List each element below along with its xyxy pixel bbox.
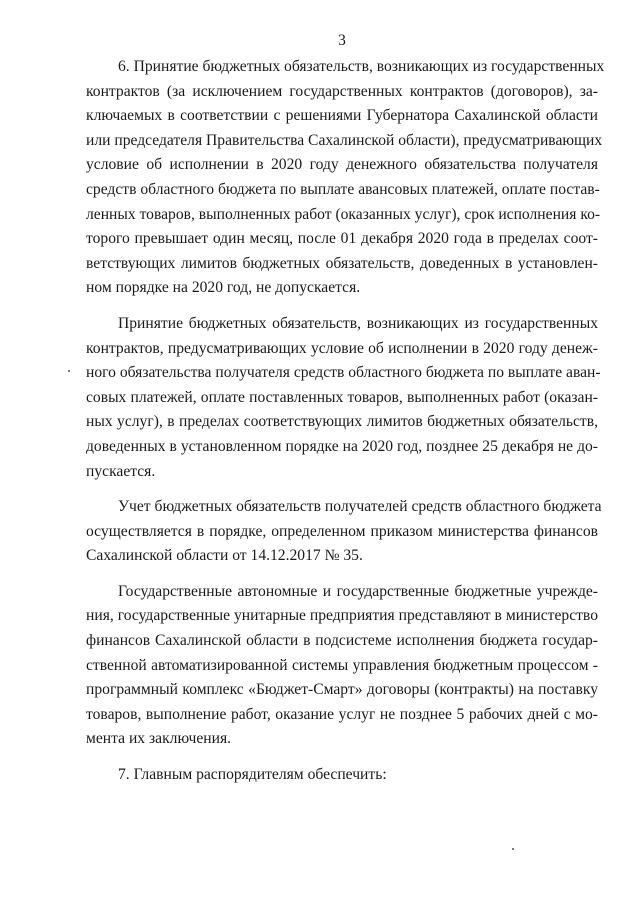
paragraph-6 xyxy=(86,55,605,301)
text-line: Сахалинской области от 14.12.2017 № 35. xyxy=(86,547,363,565)
scan-speck xyxy=(68,370,70,372)
text-line: средств областного бюджета по выплате авансовых платежей, оплате постав- xyxy=(86,180,600,198)
text-line: ном порядке на 2020 год, не допускается. xyxy=(86,279,361,297)
text-line: мента их заключения. xyxy=(86,730,232,748)
text-line: 6. Принятие бюджетных обязательств, возникающих из государственных xyxy=(118,58,605,75)
paragraph-advance-payments xyxy=(86,312,601,484)
text-line: Принятие бюджетных обязательств, возникающих из государственных xyxy=(118,314,598,332)
text-line: ного обязательства получателя средств областного бюджета по выплате аван- xyxy=(86,364,601,382)
text-line: совых платежей, оплате поставленных товаров, выполненных работ (оказан- xyxy=(86,388,598,406)
text-line: осуществляется в порядке, определенном приказом министерства финансов xyxy=(86,522,598,540)
paragraph-institutions xyxy=(86,580,598,752)
text-line: доведенных в установленном порядке на 2020 год, позднее 25 декабря не до- xyxy=(86,437,598,455)
paragraph-accounting xyxy=(86,495,602,569)
text-line: контрактов, предусматривающих условие об исполнении в 2020 году денеж- xyxy=(86,339,598,357)
text-line: контрактов (за исключением государственных контрактов (договоров), за- xyxy=(86,82,598,100)
text-line: пускается. xyxy=(86,462,156,480)
text-line: условие об исполнении в 2020 году денежного обязательства получателя xyxy=(86,156,598,174)
text-line: ключаемых в соответствии с решениями Губернатора Сахалинской области xyxy=(86,107,598,125)
text-line: ленных товаров, выполненных работ (оказанных услуг), срок исполнения ко- xyxy=(86,205,601,223)
document-body xyxy=(86,55,605,788)
scan-speck xyxy=(512,848,514,850)
text-line: ветствующих лимитов бюджетных обязательств, доведенных в установлен- xyxy=(86,254,598,272)
text-line: Государственные автономные и государственные бюджетные учрежде- xyxy=(118,582,598,600)
text-line: торого превышает один месяц, после 01 декабря 2020 года в пределах соот- xyxy=(86,230,598,248)
text-line: программный комплекс «Бюджет-Смарт» договоры (контракты) на поставку xyxy=(86,681,598,699)
text-line: ния, государственные унитарные предприятия представляют в министерство xyxy=(86,607,598,625)
text-line: ственной автоматизированной системы управления бюджетным процессом - xyxy=(86,656,598,674)
text-line: Учет бюджетных обязательств получателей средств областного бюджета xyxy=(118,498,602,516)
text-line: или председателя Правительства Сахалинской области), предусматривающих xyxy=(86,131,603,149)
page-number: 3 xyxy=(338,32,346,49)
text-line: финансов Сахалинской области в подсистеме исполнения бюджета государ- xyxy=(86,632,598,650)
text-line: товаров, выполнение работ, оказание услуг не позднее 5 рабочих дней с мо- xyxy=(86,705,598,723)
paragraph-7 xyxy=(86,763,598,788)
text-line: 7. Главным распорядителям обеспечить: xyxy=(118,766,387,784)
text-line: ных услуг), в пределах соответствующих лимитов бюджетных обязательств, xyxy=(86,413,598,431)
